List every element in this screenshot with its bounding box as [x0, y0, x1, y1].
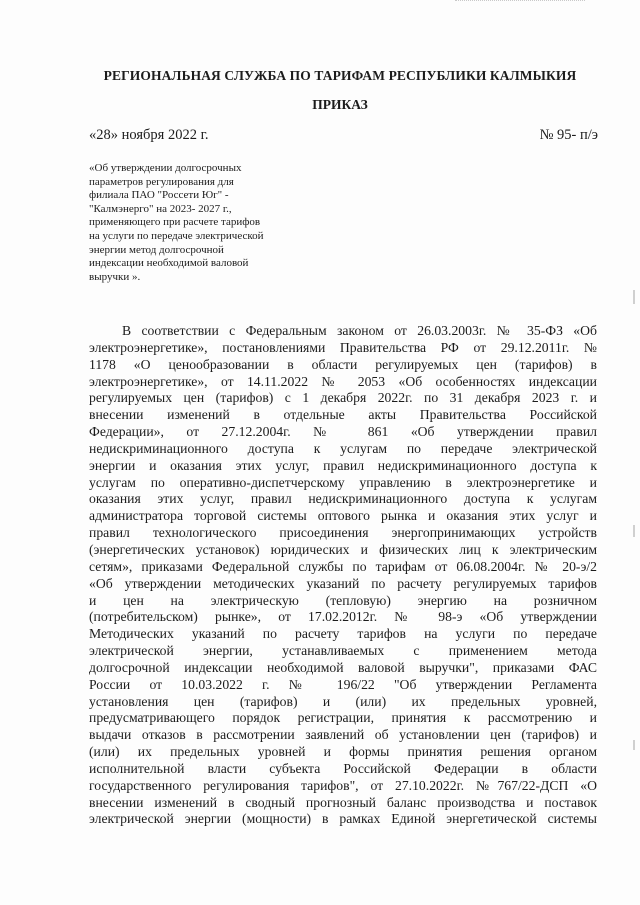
organization-heading: РЕГИОНАЛЬНАЯ СЛУЖБА ПО ТАРИФАМ РЕСПУБЛИКИ КАЛМЫКИЯ — [103, 68, 577, 83]
body-line: энергии и оказания этих услуг, правил недискриминационного доступа к — [89, 457, 597, 473]
body-line: и цен на электрическую (тепловую) энергию на розничном — [89, 592, 597, 608]
body-line: недискриминационного доступа к услугам по передаче электрической — [89, 440, 597, 456]
scan-artifact — [633, 290, 635, 304]
body-line: (энергетических установок) юридических и физических лиц к электрическим — [89, 541, 597, 557]
body-line: «Об утверждении методических указаний по расчету регулируемых тарифов — [89, 575, 597, 591]
body-line: России от 10.03.2022 г. № 196/22 "Об утверждении Регламента — [89, 676, 597, 692]
body-line: внесении изменений в отдельные акты Правительства Российской — [89, 407, 597, 423]
body-line: внесении изменений в сводный прогнозный баланс производства и поставок — [89, 794, 597, 810]
body-line: электрической энергии, устанавливаемых с применением метода — [89, 643, 597, 659]
body-line: электроэнергетике», от 14.11.2022 № 2053 «Об особенностях индексации — [89, 373, 597, 389]
subject-line: применяющего при расчете тарифов — [89, 216, 261, 229]
scan-artifact — [455, 0, 585, 7]
subject-line: индексации необходимой валовой — [89, 257, 249, 270]
subject-line: «Об утверждении долгосрочных — [89, 162, 242, 174]
body-line: государственного регулирования тарифов", от 27.10.2022г. №767/22-ДСП «О — [89, 777, 597, 793]
scan-artifact — [633, 740, 635, 750]
body-line: правил технологического присоединения энергопринимающих устройств — [89, 525, 597, 541]
body-line: (потребительском) рынке», от 17.02.2012г. № 98-э «Об утверждении — [89, 609, 597, 625]
body-line: администратора торговой системы оптового рынка и оказания этих услуг и — [89, 508, 597, 524]
body-line: услугам по оперативно-диспетчерскому управлению в электроэнергетике и — [89, 474, 597, 490]
body-line: электрической энергии (мощности) в рамках Единой энергетической системы — [89, 811, 597, 827]
body-line: оказания этих услуг, правил недискриминационного доступа к услугам — [89, 491, 597, 507]
subject-line: на услуги по передаче электрической — [89, 229, 264, 242]
order-number: № 95- п/э — [539, 127, 598, 143]
order-body-paragraph — [89, 323, 597, 828]
subject-line: "Калмэнерго" на 2023- 2027 г., — [89, 202, 232, 215]
body-line: Федерации», от 27.12.2004г. № 861 «Об утверждении правил — [89, 424, 597, 440]
body-line: Методических указаний по расчету тарифов на услуги по передаче — [89, 626, 597, 642]
subject-line: выручки ». — [89, 270, 141, 283]
order-date: «28» ноября 2022 г. — [89, 127, 209, 143]
document-type-heading: ПРИКАЗ — [312, 97, 368, 112]
body-line: установления цен (тарифов) и (или) их предельных уровней, — [89, 693, 597, 709]
body-line: 1178 «О ценообразовании в области регулируемых цен (тарифов) в — [89, 356, 597, 372]
body-line: сетям», приказами Федеральной службы по тарифам от 06.08.2004г. № 20-э/2 — [89, 558, 597, 574]
body-line: электроэнергетике», постановлениями Правительства РФ от 29.12.2011г. № — [89, 339, 597, 355]
subject-line: энергии метод долгосрочной — [89, 243, 224, 256]
body-line: регулируемых цен (тарифов) с 1 декабря 2022г. по 31 декабря 2023 г. и — [89, 390, 597, 406]
body-line: выдачи отказов в рассмотрении заявлений об установлении цен (тарифов) и — [89, 727, 597, 743]
body-line: долгосрочной индексации необходимой валовой выручки", приказами ФАС — [89, 659, 597, 675]
body-line: (или) их предельных уровней и формы принятия решения органом — [89, 744, 597, 760]
body-line: предусматривающего порядок регистрации, принятия к рассмотрению и — [89, 710, 597, 726]
scan-artifact — [633, 525, 635, 537]
order-subject — [89, 162, 319, 284]
body-line: В соответствии с Федеральным законом от 26.03.2003г. № 35-ФЗ «Об — [122, 323, 597, 338]
subject-line: филиала ПАО "Россети Юг" - — [89, 189, 229, 202]
subject-line: параметров регулирования для — [89, 175, 234, 188]
body-line: исполнительной власти субъекта Российской Федерации в области — [89, 760, 597, 776]
